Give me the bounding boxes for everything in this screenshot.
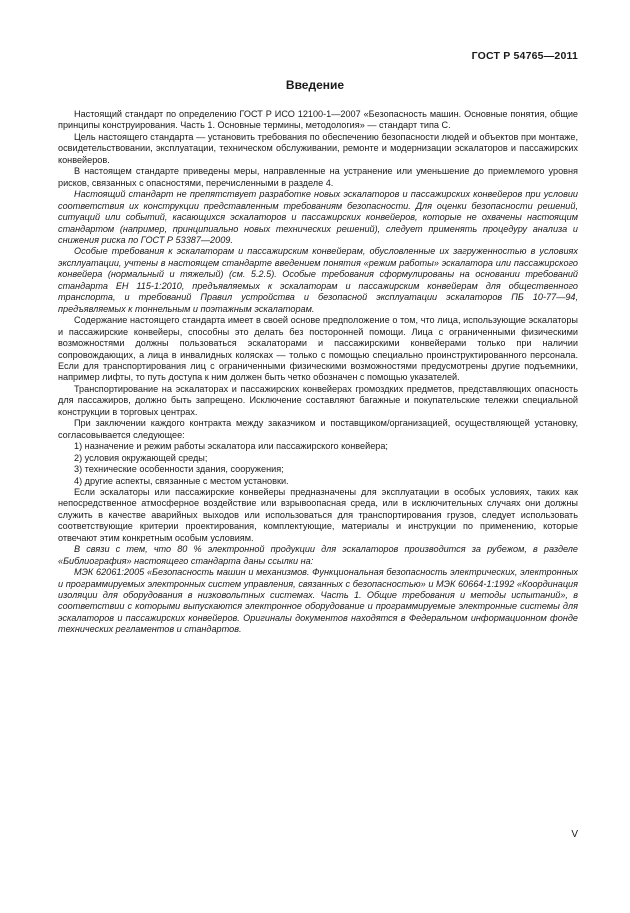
body-text bbox=[58, 109, 578, 636]
paragraph: Особые требования к эскалаторам и пассажирским конвейерам, обусловленные их загруженностью в условиях эксплуатации, учтены в настоящем стандарте введением понятия «режим работы» эскалатора или пассажирского конвейера (нормальный и тяжелый) (см. 5.2.5). Особые требования сформулированы на основании требований стандарта ЕН 115-1:2010, предъявляемых к эскалаторам и пассажирским конвейерам для общественного транспорта, и требований Правил устройства и безопасной эксплуатации эскалаторов ПБ 10-77—94, предъявляемых к тоннельным и поэтажным эскалаторам. bbox=[58, 246, 578, 314]
paragraph: Транспортирование на эскалаторах и пассажирских конвейерах громоздких предметов, представляющих опасность для пассажиров, должно быть запрещено. Исключение составляют багажные и покупательские тележки специальной конструкции в торговых центрах. bbox=[58, 383, 578, 417]
document-id: ГОСТ Р 54765—2011 bbox=[471, 50, 578, 62]
list-item: 1) назначение и режим работы эскалатора или пассажирского конвейера; bbox=[74, 441, 388, 452]
list-item: 3) технические особенности здания, сооружения; bbox=[74, 464, 284, 475]
section-title: Введение bbox=[285, 78, 345, 92]
paragraph: МЭК 62061:2005 «Безопасность машин и механизмов. Функциональная безопасность электрических, электронных и программируемых электронных систем управления, связанных с безопасностью» и МЭК 60664-1:1992 «Координация изоляции для оборудования в низковольтных системах. Часть 1. Общие требования и методы испытаний», в соответствии с которыми выпускаются электронное оборудование и программируемые электронные системы для эскалаторов и пассажирских конвейеров. Оригиналы документов находятся в Федеральном информационном фонде технических регламентов и стандартов. bbox=[58, 567, 578, 635]
list-item: 4) другие аспекты, связанные с местом установки. bbox=[74, 475, 289, 486]
list-item: 2) условия окружающей среды; bbox=[74, 452, 208, 463]
paragraph: При заключении каждого контракта между заказчиком и поставщиком/организацией, осуществляющей установку, согласовывается следующее: bbox=[58, 418, 578, 440]
paragraph: В настоящем стандарте приведены меры, направленные на устранение или уменьшение до приемлемого уровня рисков, связанных с опасностями, перечисленными в разделе 4. bbox=[58, 166, 578, 188]
paragraph: Настоящий стандарт по определению ГОСТ Р ИСО 12100-1—2007 «Безопасность машин. Основные понятия, общие принципы конструирования. Часть 1. Основные термины, методология» — стандарт типа С. bbox=[58, 109, 578, 131]
paragraph: В связи с тем, что 80 % электронной продукции для эскалаторов производится за рубежом, в разделе «Библиография» настоящего стандарта даны ссылки на: bbox=[58, 544, 578, 566]
paragraph: Содержание настоящего стандарта имеет в своей основе предположение о том, что лица, использующие эскалаторы и пассажирские конвейеры, способны это делать без посторонней помощи. Лица с ограниченными физическими возможностями должны пользоваться эскалаторами и пассажирскими конвейерами только при наличии сопровождающих, а лица в инвалидных колясках — только с помощью специально проинструктированного персонала. Если для транспортирования лиц с ограниченными физическими возможностями предусмотрены другие подъемники, например лифты, то путь доступа к ним должен быть четко обозначен с помощью указателей. bbox=[58, 315, 578, 383]
paragraph: Цель настоящего стандарта — установить требования по обеспечению безопасности людей и объектов при монтаже, освидетельствовании, эксплуатации, техническом обслуживании, ремонте и модернизации эскалаторов и пассажирских конвейеров. bbox=[58, 131, 578, 165]
paragraph: Настоящий стандарт не препятствует разработке новых эскалаторов и пассажирских конвейеров при условии соответствия их конструкции представленным требованиям безопасности. Для оценки безопасности решений, ситуаций или событий, касающихся эскалаторов и пассажирских конвейеров, которые не охвачены настоящим стандартом (например, принципиально новых технических решений), следует применять процедуру анализа и снижения риска по ГОСТ Р 53387—2009. bbox=[58, 189, 578, 245]
paragraph: Если эскалаторы или пассажирские конвейеры предназначены для эксплуатации в особых условиях, таких как непосредственное атмосферное воздействие или взрывоопасная среда, или в исключительных случаях они должны служить в качестве аварийных выходов или использоваться для транспортирования грузов, следует использовать соответствующие критерии проектирования, комплектующие, материалы и инструкции по применению, которые отвечают этим конкретным особым условиям. bbox=[58, 486, 578, 543]
page-number: V bbox=[571, 829, 578, 840]
